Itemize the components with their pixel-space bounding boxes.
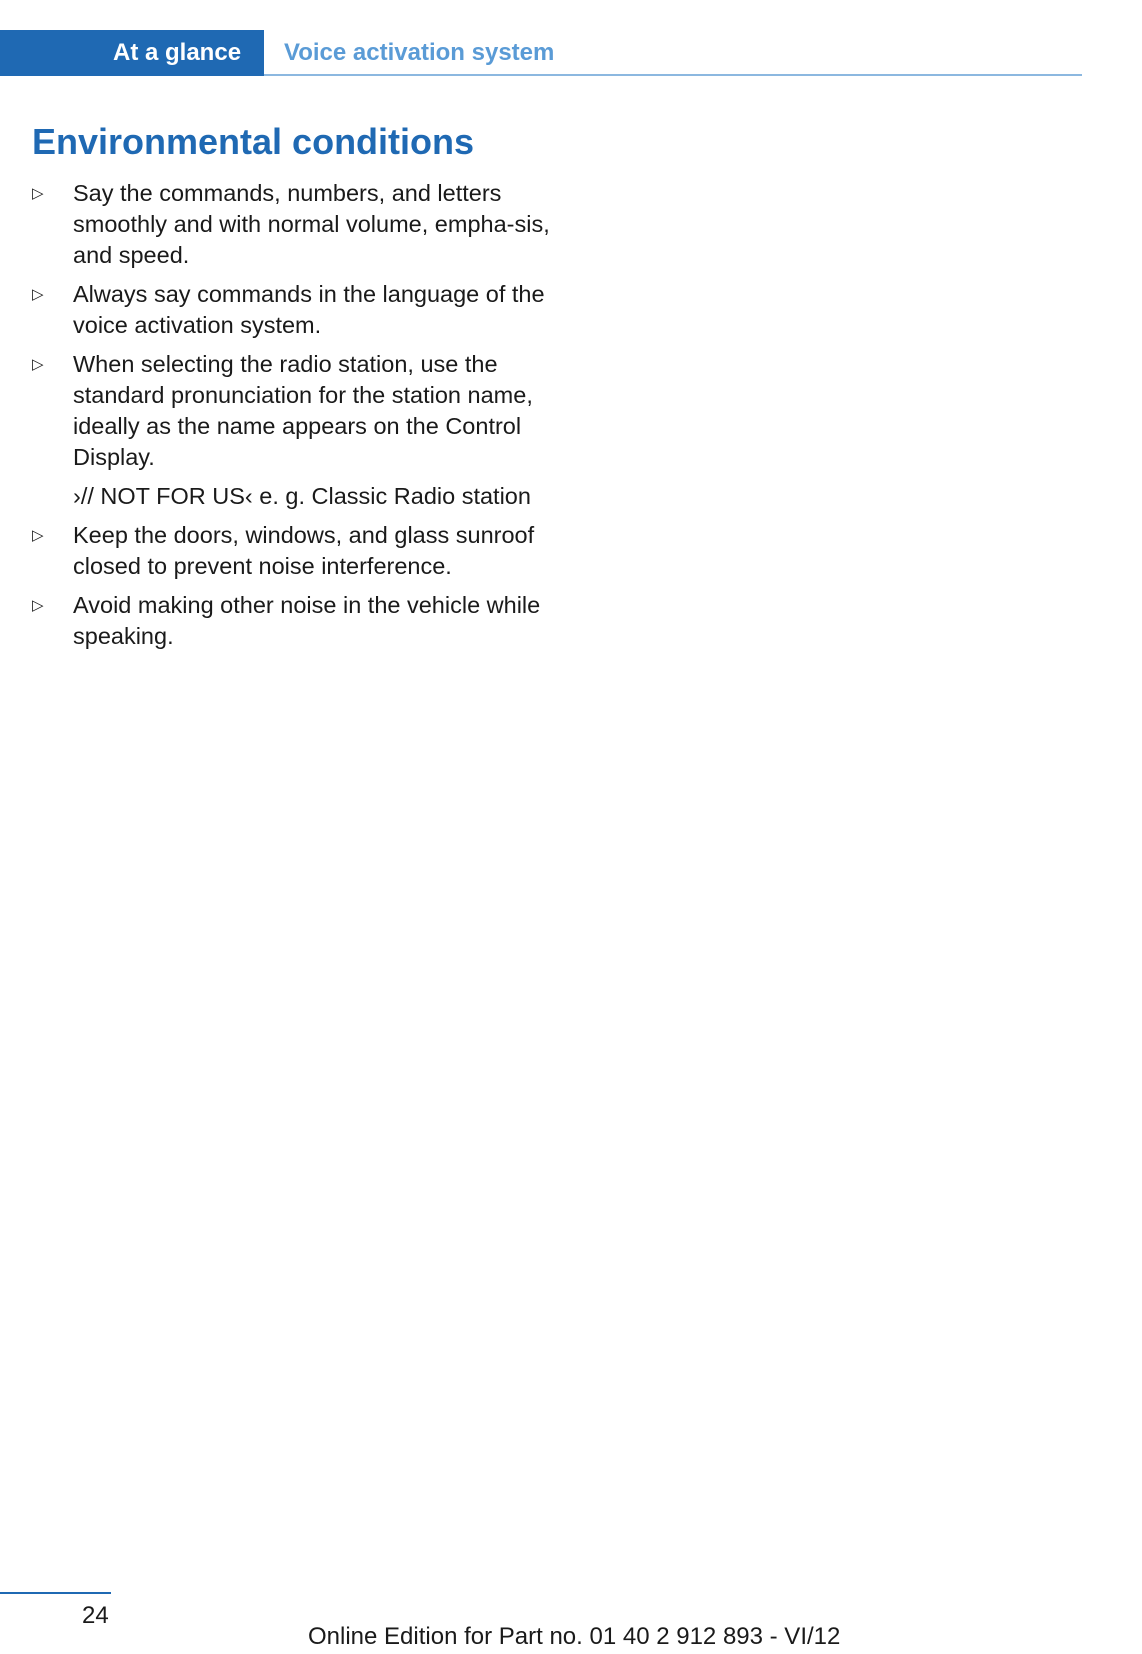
list-item <box>32 590 552 652</box>
main-content <box>32 120 552 660</box>
triangle-bullet-icon: ▷ <box>32 286 44 303</box>
triangle-bullet-icon: ▷ <box>32 356 44 373</box>
footer-rule <box>0 1592 111 1594</box>
list-item <box>32 520 552 582</box>
conditions-list <box>32 178 552 652</box>
list-item-text: Say the commands, numbers, and letters smoothly and with normal volume, empha-sis, and speed. <box>73 180 550 268</box>
edition-note: Online Edition for Part no. 01 40 2 912 893 - VI/12 <box>308 1623 841 1650</box>
list-item-text: Avoid making other noise in the vehicle while speaking. <box>73 592 541 649</box>
list-item-text: When selecting the radio station, use the standard pronunciation for the station name, ideally as the name appears on the Control Display. <box>73 351 533 470</box>
page-number: 24 <box>82 1602 109 1629</box>
page-title: Environmental conditions <box>32 121 475 162</box>
chapter-tab: At a glance <box>0 30 264 76</box>
list-item <box>32 178 552 271</box>
triangle-bullet-icon: ▷ <box>32 597 44 614</box>
triangle-bullet-icon: ▷ <box>32 527 44 544</box>
list-item <box>32 349 552 512</box>
header-rule <box>264 74 1082 76</box>
list-item-text: Keep the doors, windows, and glass sunroof closed to prevent noise interference. <box>73 522 535 579</box>
page-header <box>0 30 1082 76</box>
triangle-bullet-icon: ▷ <box>32 185 44 202</box>
section-title-header: Voice activation system <box>284 39 555 66</box>
list-item-note: ›// NOT FOR US‹ e. g. Classic Radio station <box>73 483 531 509</box>
list-item-text: Always say commands in the language of the voice activation system. <box>73 281 545 338</box>
list-item <box>32 279 552 341</box>
